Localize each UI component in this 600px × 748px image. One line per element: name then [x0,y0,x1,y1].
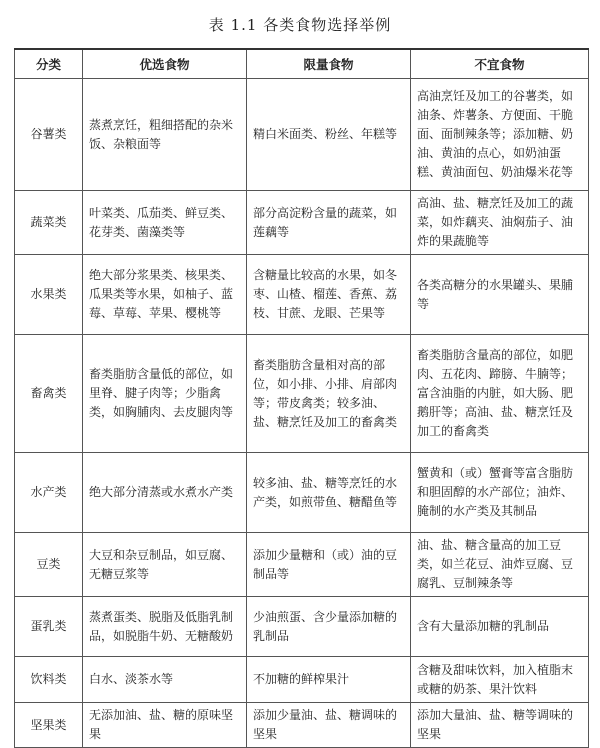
table-caption: 表 1.1 各类食物选择举例 [208,16,392,34]
preferred-cell: 无添加油、盐、糖的原味坚果 [83,703,247,748]
limited-cell: 含糖量比较高的水果，如冬枣、山楂、榴莲、香蕉、荔枝、甘蔗、龙眼、芒果等 [247,255,411,335]
limited-cell: 部分高淀粉含量的蔬菜，如莲藕等 [247,191,411,255]
limited-cell: 精白米面类、粉丝、年糕等 [247,79,411,191]
avoid-cell: 高油、盐、糖烹饪及加工的蔬菜，如炸藕夹、油焖茄子、油炸的果蔬脆等 [411,191,589,255]
table-row [15,597,589,657]
header-preferred: 优选食物 [83,49,247,79]
limited-cell: 较多油、盐、糖等烹饪的水产类，如煎带鱼、糖醋鱼等 [247,453,411,533]
preferred-cell: 大豆和杂豆制品，如豆腐、无糖豆浆等 [83,533,247,597]
avoid-cell: 畜类脂肪含量高的部位，如肥肉、五花肉、蹄膀、牛腩等；富含油脂的内脏，如大肠、肥鹅肝等；高油、盐、糖烹饪及加工的畜禽类 [411,335,589,453]
category-cell: 蔬菜类 [15,191,83,255]
limited-cell: 少油煎蛋、含少量添加糖的乳制品 [247,597,411,657]
category-cell: 蛋乳类 [15,597,83,657]
avoid-cell: 高油烹饪及加工的谷薯类，如油条、炸薯条、方便面、干脆面、面制辣条等；添加糖、奶油、黄油的点心，如奶油蛋糕、黄油面包、奶油爆米花等 [411,79,589,191]
limited-cell: 畜类脂肪含量相对高的部位，如小排、小排、肩部肉等；带皮禽类；较多油、盐、糖烹饪及加工的畜禽类 [247,335,411,453]
header-category: 分类 [15,49,83,79]
avoid-cell: 含糖及甜味饮料，加入植脂末或糖的奶茶、果汁饮料 [411,657,589,703]
preferred-cell: 蒸煮烹饪，粗细搭配的杂米饭、杂粮面等 [83,79,247,191]
table-row [15,79,589,191]
preferred-cell: 绝大部分浆果类、核果类、瓜果类等水果，如柚子、蓝莓、草莓、苹果、樱桃等 [83,255,247,335]
category-cell: 谷薯类 [15,79,83,191]
limited-cell: 添加少量油、盐、糖调味的坚果 [247,703,411,748]
category-cell: 水产类 [15,453,83,533]
table-row [15,191,589,255]
table-row [15,533,589,597]
table-row [15,255,589,335]
category-cell: 坚果类 [15,703,83,748]
food-selection-table [14,48,589,748]
avoid-cell: 添加大量油、盐、糖等调味的坚果 [411,703,589,748]
table-row [15,453,589,533]
limited-cell: 不加糖的鲜榨果汁 [247,657,411,703]
table-row [15,335,589,453]
header-row [15,49,589,79]
category-cell: 水果类 [15,255,83,335]
category-cell: 饮料类 [15,657,83,703]
avoid-cell: 含有大量添加糖的乳制品 [411,597,589,657]
preferred-cell: 蒸煮蛋类、脱脂及低脂乳制品，如脱脂牛奶、无糖酸奶 [83,597,247,657]
limited-cell: 添加少量糖和（或）油的豆制品等 [247,533,411,597]
table-row [15,657,589,703]
avoid-cell: 油、盐、糖含量高的加工豆类，如兰花豆、油炸豆腐、豆腐乳、豆制辣条等 [411,533,589,597]
category-cell: 豆类 [15,533,83,597]
table-row [15,703,589,748]
header-limited: 限量食物 [247,49,411,79]
header-avoid: 不宜食物 [411,49,589,79]
avoid-cell: 各类高糖分的水果罐头、果脯等 [411,255,589,335]
category-cell: 畜禽类 [15,335,83,453]
preferred-cell: 绝大部分清蒸或水煮水产类 [83,453,247,533]
preferred-cell: 白水、淡茶水等 [83,657,247,703]
preferred-cell: 畜类脂肪含量低的部位，如里脊、腱子肉等；少脂禽类，如胸脯肉、去皮腿肉等 [83,335,247,453]
avoid-cell: 蟹黄和（或）蟹膏等富含脂肪和胆固醇的水产部位；油炸、腌制的水产类及其制品 [411,453,589,533]
preferred-cell: 叶菜类、瓜茄类、鲜豆类、花芽类、菌藻类等 [83,191,247,255]
